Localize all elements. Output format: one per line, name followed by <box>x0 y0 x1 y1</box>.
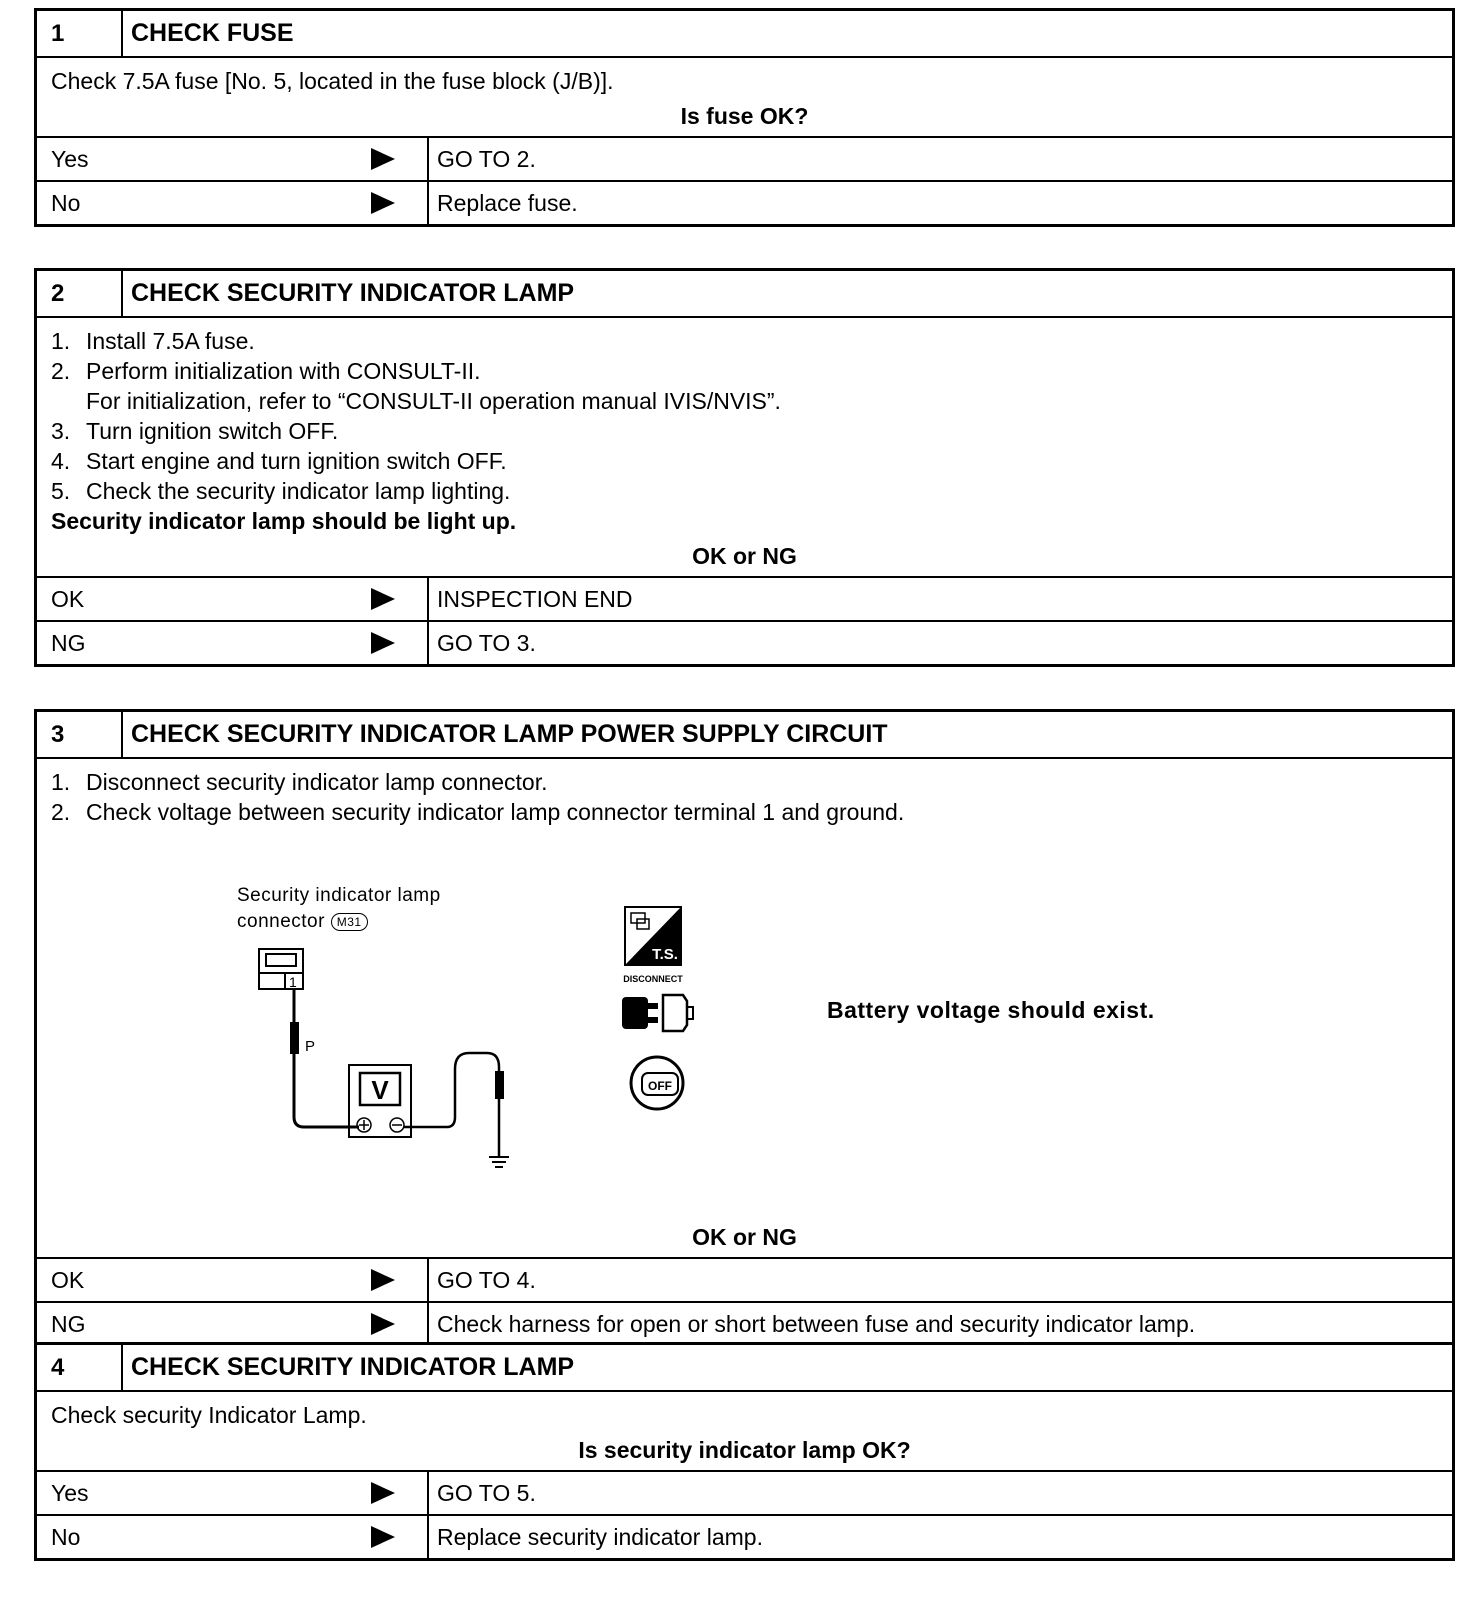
arrow-right-icon <box>371 148 395 170</box>
list-item: 4. Start engine and turn ignition switch OFF. <box>51 448 507 474</box>
step-2 <box>34 268 1455 667</box>
step-title: CHECK FUSE <box>131 19 294 47</box>
result-condition: No <box>51 1523 81 1550</box>
expected-voltage: Battery voltage should exist. <box>827 997 1155 1023</box>
list-item: 2. Perform initialization with CONSULT-II. <box>51 358 481 384</box>
instruction-text: Check security Indicator Lamp. <box>51 1402 367 1428</box>
step-title: CHECK SECURITY INDICATOR LAMP POWER SUPPLY CIRCUIT <box>131 720 888 748</box>
result-action: GO TO 3. <box>437 629 536 656</box>
result-condition: Yes <box>51 1479 89 1506</box>
step-header <box>37 1345 1452 1392</box>
result-row <box>37 1257 1452 1301</box>
list-item: 1. Disconnect security indicator lamp connector. <box>51 769 548 795</box>
result-action: Replace security indicator lamp. <box>437 1523 763 1550</box>
connector-id-badge: M31 <box>331 913 368 931</box>
result-condition: OK <box>51 585 85 612</box>
result-action: INSPECTION END <box>437 585 633 612</box>
list-item: 5. Check the security indicator lamp lighting. <box>51 478 511 504</box>
result-action: GO TO 5. <box>437 1479 536 1506</box>
step-number: 2 <box>37 271 123 316</box>
arrow-right-icon <box>371 192 395 214</box>
decision-question: Is security indicator lamp OK? <box>578 1437 911 1463</box>
step-3 <box>34 709 1455 1348</box>
result-row <box>37 1514 1452 1558</box>
disconnect-icon <box>622 974 693 1031</box>
arrow-right-icon <box>371 632 395 654</box>
terminal-number: 1 <box>289 974 297 990</box>
result-condition: NG <box>51 1310 86 1337</box>
step-title: CHECK SECURITY INDICATOR LAMP <box>131 1353 575 1381</box>
result-action: Check harness for open or short between fuse and security indicator lamp. <box>437 1310 1196 1337</box>
result-row <box>37 620 1452 664</box>
result-action: Replace fuse. <box>437 189 578 216</box>
step-number: 4 <box>37 1345 123 1390</box>
instruction-text: Check 7.5A fuse [No. 5, located in the fuse block (J/B)]. <box>51 68 614 94</box>
step-number: 1 <box>37 11 123 56</box>
expected-result: Security indicator lamp should be light up. <box>51 508 517 534</box>
step-header <box>37 712 1452 759</box>
meter-label: V <box>371 1075 389 1105</box>
result-action: GO TO 4. <box>437 1266 536 1293</box>
arrow-right-icon <box>371 1482 395 1504</box>
result-condition: No <box>51 189 81 216</box>
decision-question: OK or NG <box>692 1224 797 1250</box>
svg-text:T.S.: T.S. <box>652 946 678 963</box>
decision-question: Is fuse OK? <box>680 103 809 129</box>
result-condition: NG <box>51 629 86 656</box>
svg-text:DISCONNECT: DISCONNECT <box>623 974 683 984</box>
list-item: For initialization, refer to “CONSULT-II operation manual IVIS/NVIS”. <box>86 388 781 414</box>
ground-icon <box>489 1157 509 1167</box>
instruction-list <box>51 767 1438 827</box>
ground-lead <box>404 1053 504 1157</box>
ignition-off-icon <box>631 1057 683 1109</box>
instruction-list <box>51 326 1438 506</box>
result-row <box>37 1470 1452 1514</box>
wire-color-label: P <box>305 1038 316 1055</box>
step-number: 3 <box>37 712 123 757</box>
result-row <box>37 136 1452 180</box>
voltage-measurement-diagram <box>37 827 1417 1217</box>
list-item: 1. Install 7.5A fuse. <box>51 328 255 354</box>
arrow-right-icon <box>371 588 395 610</box>
result-condition: Yes <box>51 145 89 172</box>
result-row <box>37 1301 1452 1345</box>
connector-icon <box>259 949 303 990</box>
result-row <box>37 576 1452 620</box>
arrow-right-icon <box>371 1313 395 1335</box>
arrow-right-icon <box>371 1269 395 1291</box>
svg-text:OFF: OFF <box>648 1079 672 1093</box>
step-1 <box>34 8 1455 227</box>
step-title: CHECK SECURITY INDICATOR LAMP <box>131 279 575 307</box>
connector-label: Security indicator lamp connector M31 <box>237 885 441 932</box>
test-diagram <box>37 827 1452 1217</box>
step-header <box>37 271 1452 318</box>
list-item: 2. Check voltage between security indicator lamp connector terminal 1 and ground. <box>51 799 905 825</box>
list-item: 3. Turn ignition switch OFF. <box>51 418 339 444</box>
step-header <box>37 11 1452 58</box>
result-row <box>37 180 1452 224</box>
tool-service-icon <box>625 907 681 965</box>
arrow-right-icon <box>371 1526 395 1548</box>
result-condition: OK <box>51 1266 85 1293</box>
step-4 <box>34 1342 1455 1561</box>
decision-question: OK or NG <box>692 543 797 569</box>
result-action: GO TO 2. <box>437 145 536 172</box>
